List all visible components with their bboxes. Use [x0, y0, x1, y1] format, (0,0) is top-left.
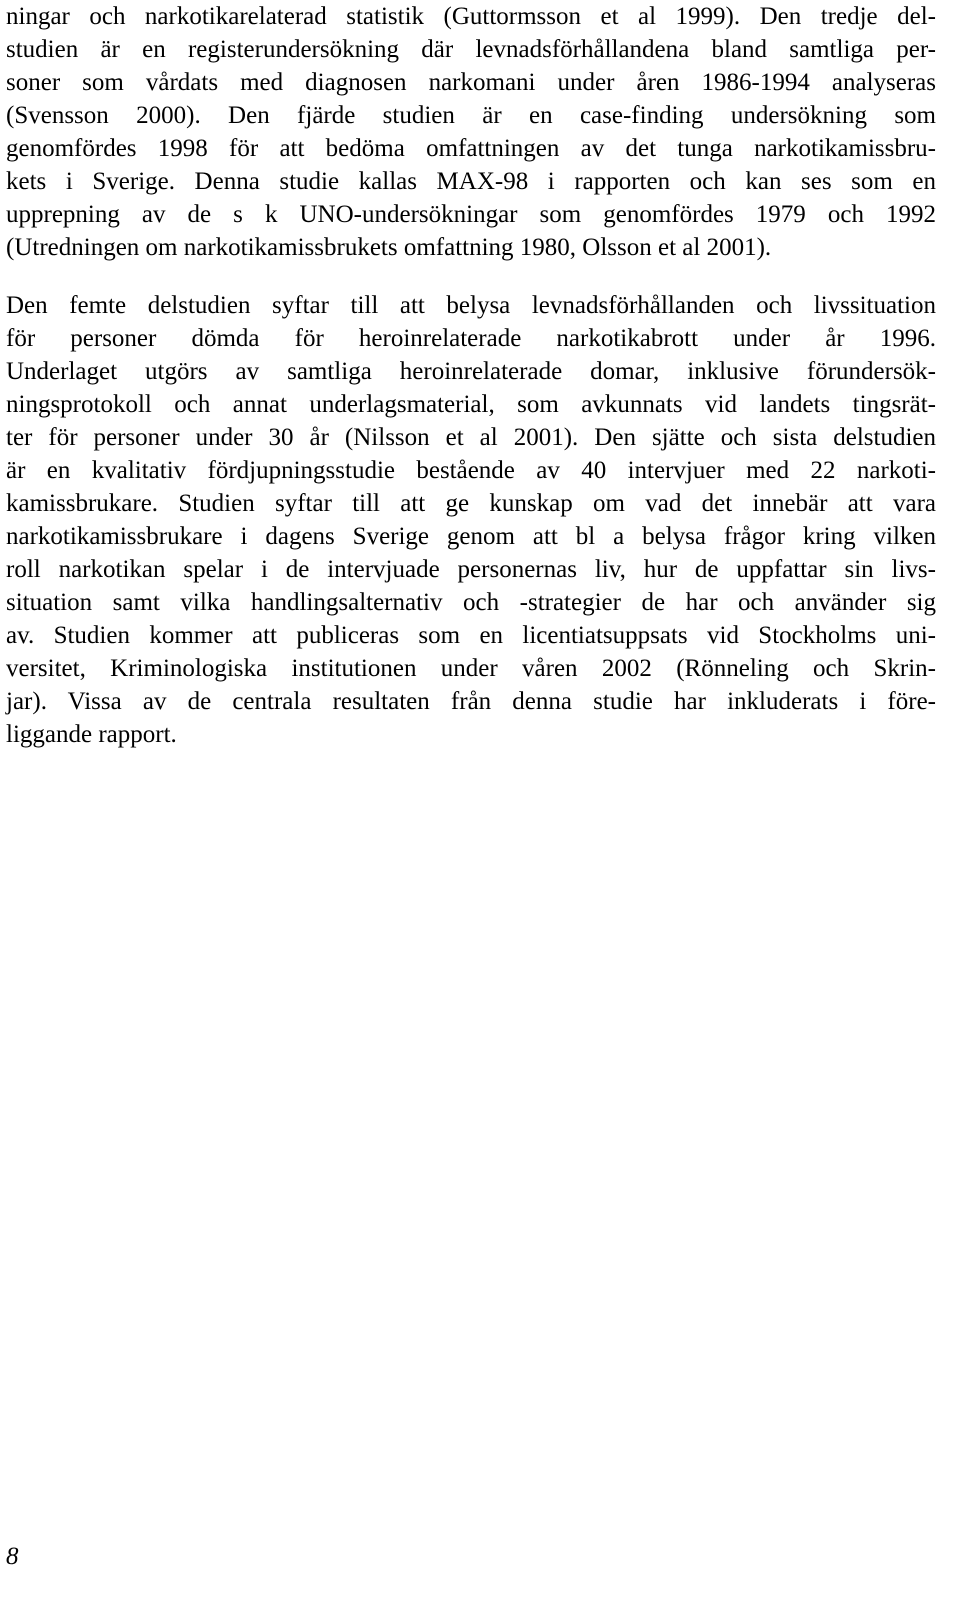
text-line: kamissbrukare. Studien syftar till att ge kunskap om vad det innebär att vara	[6, 490, 936, 517]
text-line: ter för personer under 30 år (Nilsson et al 2001). Den sjätte och sista delstudien	[6, 424, 936, 451]
text-line: ningsprotokoll och annat underlagsmaterial, som avkunnats vid landets tingsrät-	[6, 391, 936, 418]
text-line: ningar och narkotikarelaterad statistik (Guttormsson et al 1999). Den tredje del-	[6, 3, 936, 30]
text-line: av. Studien kommer att publiceras som en licentiatsuppsats vid Stockholms uni-	[6, 622, 936, 649]
text-line: narkotikamissbrukare i dagens Sverige genom att bl a belysa frågor kring vilken	[6, 523, 936, 550]
text-line: upprepning av de s k UNO-undersökningar som genomfördes 1979 och 1992	[6, 201, 936, 228]
text-line: roll narkotikan spelar i de intervjuade personernas liv, hur de uppfattar sin livs-	[6, 556, 936, 583]
paragraph-2	[6, 289, 936, 751]
text-line: liggande rapport.	[6, 721, 177, 748]
page-number: 8	[6, 1543, 19, 1570]
document-page	[6, 0, 936, 751]
text-line: jar). Vissa av de centrala resultaten från denna studie har inkluderats i före-	[6, 688, 936, 715]
text-line: studien är en registerundersökning där levnadsförhållandena bland samtliga per-	[6, 36, 936, 63]
text-line: genomfördes 1998 för att bedöma omfattningen av det tunga narkotikamissbru-	[6, 135, 936, 162]
text-line: för personer dömda för heroinrelaterade narkotikabrott under år 1996.	[6, 325, 936, 352]
text-line: (Utredningen om narkotikamissbrukets omfattning 1980, Olsson et al 2001).	[6, 234, 772, 261]
text-line: versitet, Kriminologiska institutionen under våren 2002 (Rönneling och Skrin-	[6, 655, 936, 682]
paragraph-spacer	[6, 264, 936, 289]
paragraph-1	[6, 0, 936, 264]
text-line: (Svensson 2000). Den fjärde studien är en case-finding undersökning som	[6, 102, 936, 129]
text-line: är en kvalitativ fördjupningsstudie bestående av 40 intervjuer med 22 narkoti-	[6, 457, 936, 484]
text-line: situation samt vilka handlingsalternativ och -strategier de har och använder sig	[6, 589, 936, 616]
text-line: Den femte delstudien syftar till att belysa levnadsförhållanden och livssituation	[6, 292, 936, 319]
text-line: Underlaget utgörs av samtliga heroinrelaterade domar, inklusive förundersök-	[6, 358, 936, 385]
text-line: kets i Sverige. Denna studie kallas MAX-98 i rapporten och kan ses som en	[6, 168, 936, 195]
text-line: soner som vårdats med diagnosen narkomani under åren 1986-1994 analyseras	[6, 69, 936, 96]
